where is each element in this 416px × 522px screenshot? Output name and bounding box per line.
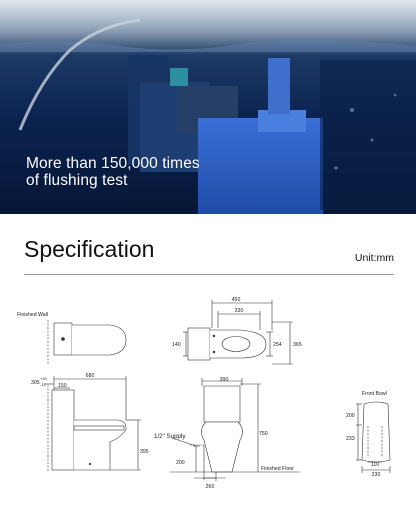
dim-150: 150 — [58, 383, 67, 389]
divider — [24, 274, 394, 275]
dim-260: 260 — [205, 484, 215, 490]
hero-caption-line-1: More than 150,000 times — [26, 155, 200, 172]
dim-200: 200 — [176, 460, 185, 466]
dim-140: 140 — [172, 342, 181, 348]
technical-drawing — [0, 280, 416, 522]
side-elevation — [44, 376, 141, 472]
dim-254: 254 — [273, 342, 282, 348]
fb-dim-230: 230 — [371, 472, 381, 478]
front-bowl-label: Front Bowl — [362, 391, 387, 397]
dim-680: 680 — [85, 373, 95, 379]
dim-395: 395 — [140, 449, 149, 455]
dim-365: 365 — [293, 342, 302, 348]
fb-dim-233: 233 — [346, 436, 355, 442]
dim-750: 750 — [259, 431, 268, 437]
unit-label: Unit:mm — [354, 252, 394, 264]
hero-caption-line-2: of flushing test — [26, 172, 128, 189]
dim-450: 450 — [231, 297, 241, 303]
fb-dim-200: 200 — [346, 413, 355, 419]
hero-banner — [0, 0, 416, 214]
dim-tolerance-plus: +10 — [40, 376, 47, 381]
finished-floor-label: Finished Floor — [261, 466, 294, 472]
finished-wall-label: Finished Wall — [17, 312, 48, 318]
hero-caption — [26, 155, 200, 189]
dim-330: 330 — [234, 308, 244, 314]
fb-dim-110: 110 — [370, 462, 380, 468]
dim-305: 305 — [31, 380, 40, 386]
section-title: Specification — [24, 236, 155, 262]
supply-label: 1/2" Supply — [154, 433, 186, 440]
dim-390: 390 — [219, 377, 229, 383]
dim-tolerance-minus: -12 — [40, 382, 46, 387]
side-top-view — [48, 320, 126, 365]
